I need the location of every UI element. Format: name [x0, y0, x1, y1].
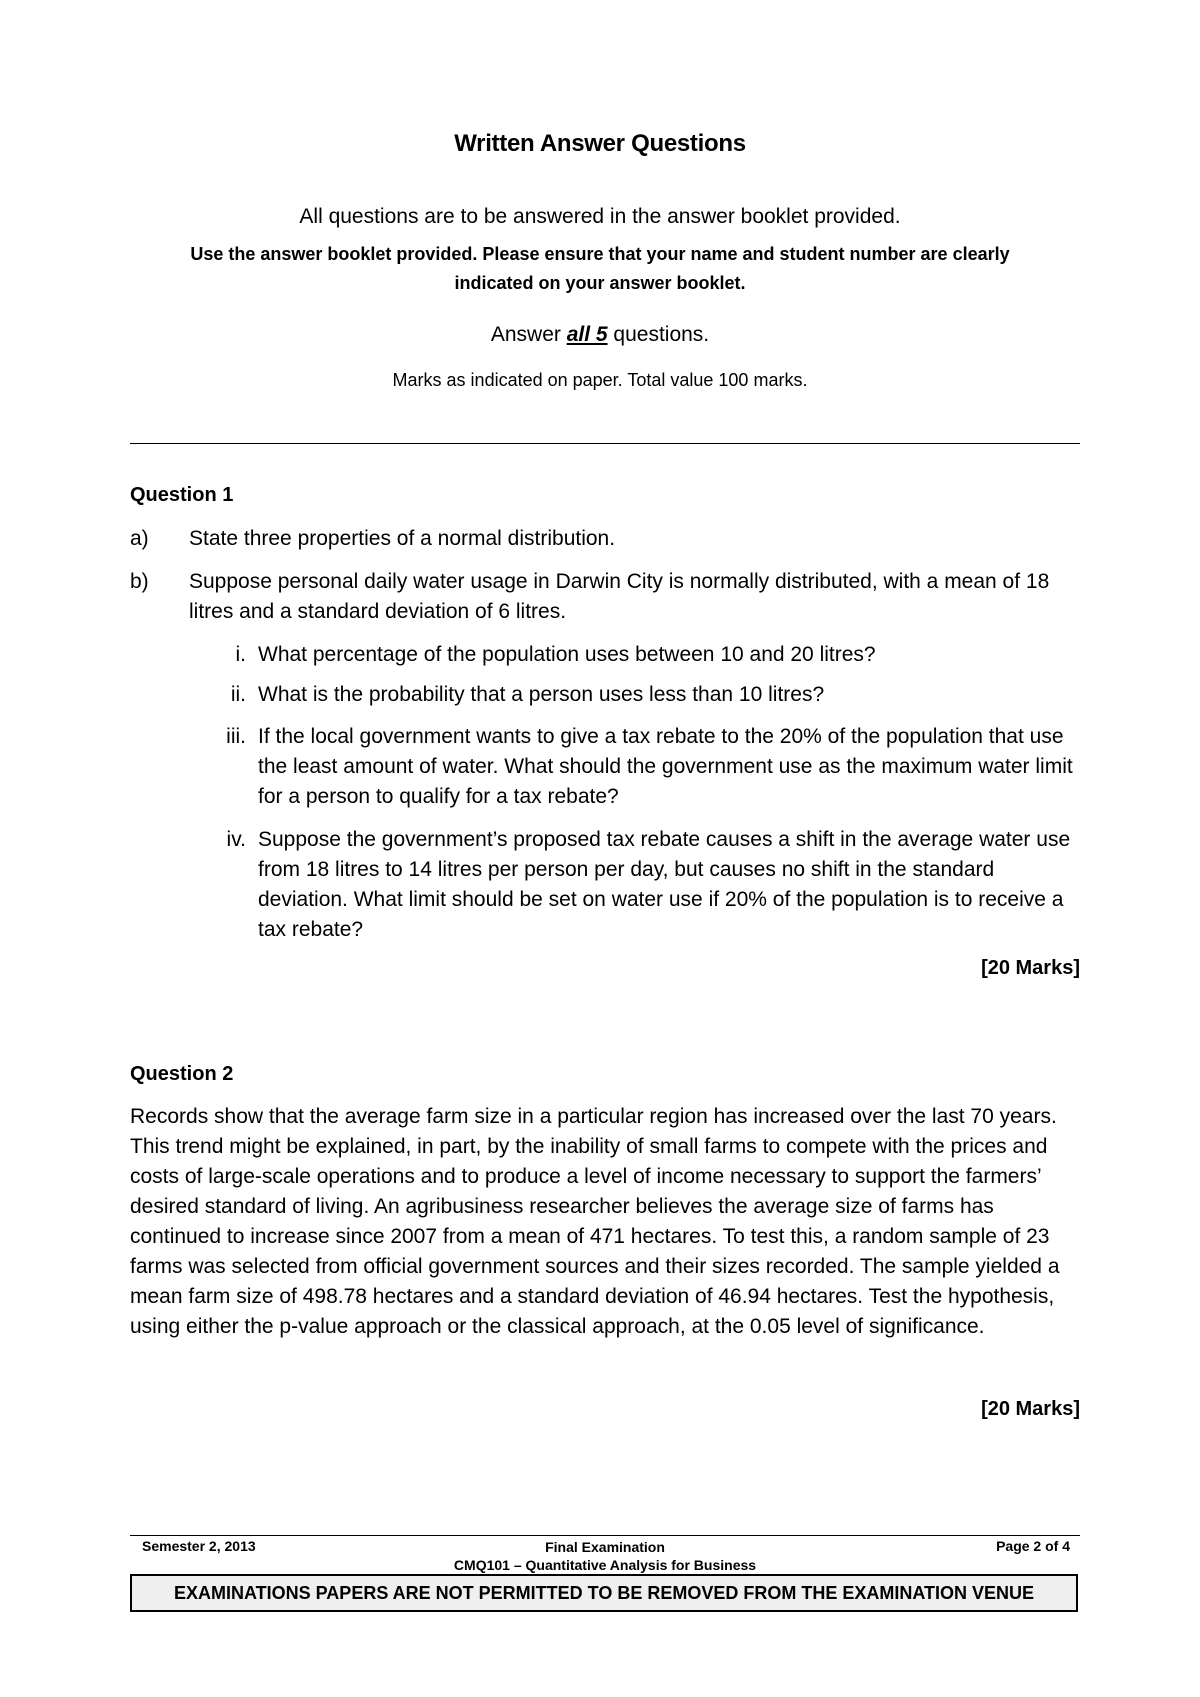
q1-b-i-label: i. [235, 643, 246, 666]
q1-b-iv-text: Suppose the government’s proposed tax rebate causes a shift in the average water use from 18 litres to 14 litres per person per day, but causes no shift in the standard deviation. What limit should be set on water use if 20% of the population is to receive a tax rebate? [258, 828, 1071, 941]
marks-note: Marks as indicated on paper. Total value 100 marks. [392, 370, 808, 390]
answer-prefix: Answer [490, 323, 567, 346]
q1-b-iii-label: iii. [226, 725, 246, 748]
q1-b-i-text: What percentage of the population uses between 10 and 20 litres? [258, 643, 876, 666]
footer-rule [130, 1535, 1080, 1536]
instruction-name-number: Use the answer booklet provided. Please ensure that your name and student number are clearly indicated on your answer booklet. [190, 244, 1010, 293]
q1-b-iv-label: iv. [226, 828, 246, 851]
q1-b-iii-text: If the local government wants to give a tax rebate to the 20% of the population that use the least amount of water. What should the government use as the maximum water limit for a person to qualify for a tax rebate? [258, 725, 1073, 808]
divider [130, 443, 1080, 444]
q1-a-label: a) [130, 527, 149, 550]
footer-semester: Semester 2, 2013 [142, 1538, 256, 1554]
answer-emphasis: all 5 [566, 323, 608, 346]
footer-course: CMQ101 – Quantitative Analysis for Business [453, 1557, 757, 1573]
answer-suffix: questions. [607, 323, 710, 346]
q1-b-text: Suppose personal daily water usage in Darwin City is normally distributed, with a mean of 18 litres and a standard deviation of 6 litres. [189, 570, 1050, 623]
question-2-heading: Question 2 [130, 1063, 234, 1085]
page-title: Written Answer Questions [454, 130, 746, 157]
q1-marks: [20 Marks] [981, 957, 1080, 979]
footer-page: Page 2 of 4 [996, 1538, 1070, 1554]
q1-a-text: State three properties of a normal distribution. [189, 527, 616, 550]
instruction-answer-all [0, 323, 1200, 347]
q1-b-ii-label: ii. [230, 683, 246, 706]
q2-marks: [20 Marks] [981, 1398, 1080, 1420]
footer-exam: Final Examination [545, 1539, 665, 1555]
footer-exam-info [400, 1538, 810, 1574]
instruction-answer-booklet: All questions are to be answered in the answer booklet provided. [299, 205, 901, 228]
q1-b-label: b) [130, 570, 149, 593]
q1-b-ii-text: What is the probability that a person uses less than 10 litres? [258, 683, 825, 706]
q2-text: Records show that the average farm size in a particular region has increased over the last 70 years. This trend might be explained, in part, by the inability of small farms to compete with the prices and costs of large-scale operations and to produce a level of income necessary to support the farmers’ desired standard of living. An agribusiness researcher believes the average size of farms has continued to increase since 2007 from a mean of 471 hectares. To test this, a random sample of 23 farms was selected from official government sources and their sizes recorded. The sample yielded a mean farm size of 498.78 hectares and a standard deviation of 46.94 hectares. Test the hypothesis, using either the p-value approach or the classical approach, at the 0.05 level of significance. [130, 1105, 1060, 1338]
question-1-heading: Question 1 [130, 484, 234, 506]
footer-warning-box: EXAMINATIONS PAPERS ARE NOT PERMITTED TO BE REMOVED FROM THE EXAMINATION VENUE [130, 1574, 1078, 1612]
